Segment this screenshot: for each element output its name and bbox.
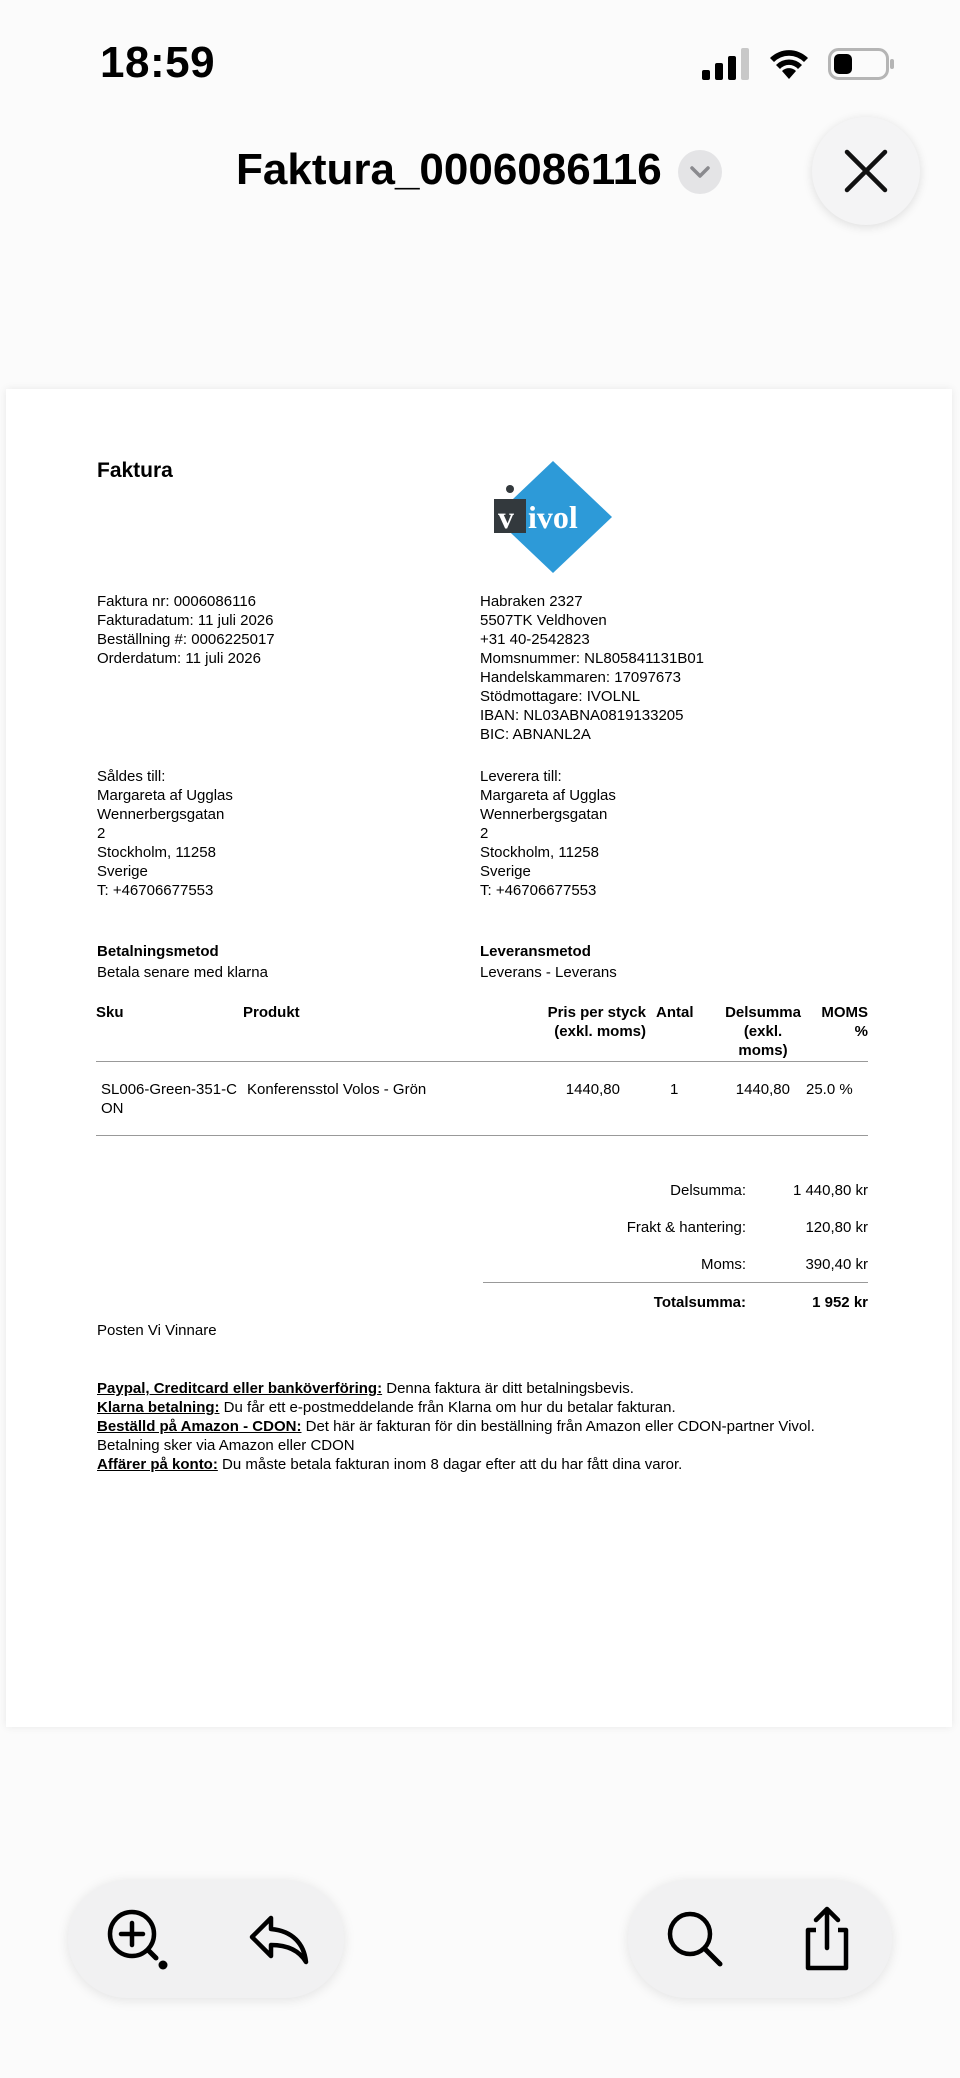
totals-value: 390,40 kr xyxy=(805,1256,868,1273)
company-phone: +31 40-2542823 xyxy=(480,631,590,648)
delivery-method-label: Leveransmetod xyxy=(480,943,591,960)
sold-to-label: Såldes till: xyxy=(97,768,166,785)
close-icon xyxy=(843,148,889,194)
payment-note: Paypal, Creditcard eller banköverföring: Denna faktura är ditt betalningsbevis. xyxy=(97,1380,634,1397)
sold-to-line: Stockholm, 11258 xyxy=(97,844,216,861)
totals-value: 120,80 kr xyxy=(805,1219,868,1236)
column-header-product: Produkt xyxy=(243,1004,300,1021)
zoom-in-icon[interactable] xyxy=(102,1904,172,1974)
document-title: Faktura_0006086116 xyxy=(236,145,662,194)
row-sku: SL006-Green-351-C ON xyxy=(101,1081,237,1117)
sold-to-line: T: +46706677553 xyxy=(97,882,214,899)
totals-value: 1 440,80 kr xyxy=(792,1182,868,1199)
company-address-line: 5507TK Veldhoven xyxy=(480,612,607,629)
sold-to-line: Wennerbergsgatan xyxy=(97,806,225,823)
close-button[interactable] xyxy=(812,117,920,225)
company-address-line: Habraken 2327 xyxy=(480,593,583,610)
column-header-subtotal: Delsumma (exkl. moms) xyxy=(725,1004,801,1059)
invoice-page xyxy=(6,389,952,1727)
cellular-signal-icon xyxy=(702,48,750,80)
grand-total-value: 1 952 kr xyxy=(812,1294,868,1311)
row-price: 1440,80 xyxy=(565,1081,620,1098)
company-bic: BIC: ABNANL2A xyxy=(480,726,591,743)
ship-to-label: Leverera till: xyxy=(480,768,562,785)
ship-to-line: Margareta af Ugglas xyxy=(480,787,616,804)
battery-icon xyxy=(828,48,896,80)
invoice-date: Fakturadatum: 11 juli 2026 xyxy=(97,612,274,629)
toolbar-group-right xyxy=(628,1880,892,1998)
ship-to-line: 2 xyxy=(480,825,489,842)
invoice-number: Faktura nr: 0006086116 xyxy=(97,593,257,610)
column-header-vat: MOMS % xyxy=(821,1004,868,1040)
ship-to-line: T: +46706677553 xyxy=(480,882,597,899)
sold-to-line: 2 xyxy=(97,825,106,842)
company-vat-number: Momsnummer: NL805841131B01 xyxy=(480,650,705,667)
shipping-note: Posten Vi Vinnare xyxy=(97,1322,217,1339)
row-qty: 1 xyxy=(670,1081,679,1098)
ship-to-line: Sverige xyxy=(480,863,531,880)
sold-to-line: Margareta af Ugglas xyxy=(97,787,233,804)
chevron-down-icon xyxy=(689,165,711,179)
payment-method-label: Betalningsmetod xyxy=(97,943,219,960)
payment-note: Betalning sker via Amazon eller CDON xyxy=(97,1437,355,1454)
title-menu-button[interactable] xyxy=(678,150,722,194)
ship-to-line: Wennerbergsgatan xyxy=(480,806,608,823)
company-beneficiary: Stödmottagare: IVOLNL xyxy=(480,688,641,705)
row-vat: 25.0 % xyxy=(806,1081,853,1098)
table-header-divider xyxy=(96,1061,868,1062)
status-bar xyxy=(0,0,960,120)
payment-note: Klarna betalning: Du får ett e-postmeddelande från Klarna om hur du betalar fakturan. xyxy=(97,1399,676,1416)
order-number: Beställning #: 0006225017 xyxy=(97,631,275,648)
reply-icon[interactable] xyxy=(244,1904,314,1974)
column-header-qty: Antal xyxy=(656,1004,694,1021)
company-iban: IBAN: NL03ABNA0819133205 xyxy=(480,707,684,724)
company-chamber: Handelskammaren: 17097673 xyxy=(480,669,681,686)
bottom-toolbar xyxy=(0,1880,960,2030)
ship-to-line: Stockholm, 11258 xyxy=(480,844,599,861)
totals-label: Moms: xyxy=(701,1256,746,1273)
document-title-bar xyxy=(0,120,960,230)
search-icon[interactable] xyxy=(660,1904,730,1974)
order-date: Orderdatum: 11 juli 2026 xyxy=(97,650,261,667)
payment-note: Affärer på konto: Du måste betala fakturan inom 8 dagar efter att du har fått dina varor. xyxy=(97,1456,683,1473)
grand-total-label: Totalsumma: xyxy=(653,1294,746,1311)
status-time: 18:59 xyxy=(100,38,216,87)
payment-note: Beställd på Amazon - CDON: Det här är fakturan för din beställning från Amazon eller CDON-partner Vivol. xyxy=(97,1418,815,1435)
row-product: Konferensstol Volos - Grön xyxy=(247,1081,427,1098)
vivol-logo xyxy=(486,457,616,575)
totals-label: Delsumma: xyxy=(670,1182,746,1199)
invoice-heading: Faktura xyxy=(97,459,173,482)
toolbar-group-left xyxy=(68,1880,344,1998)
wifi-icon xyxy=(768,46,810,80)
svg-text:ivol: ivol xyxy=(528,499,578,535)
payment-method: Betala senare med klarna xyxy=(97,964,268,981)
svg-text:v: v xyxy=(498,499,514,535)
row-subtotal: 1440,80 xyxy=(735,1081,790,1098)
sold-to-line: Sverige xyxy=(97,863,148,880)
share-icon[interactable] xyxy=(792,1904,862,1974)
column-header-price: Pris per styck (exkl. moms) xyxy=(547,1004,646,1040)
totals-divider xyxy=(483,1282,868,1283)
table-bottom-divider xyxy=(96,1135,868,1136)
delivery-method: Leverans - Leverans xyxy=(480,964,617,981)
totals-label: Frakt & hantering: xyxy=(626,1219,746,1236)
column-header-sku: Sku xyxy=(96,1004,124,1021)
